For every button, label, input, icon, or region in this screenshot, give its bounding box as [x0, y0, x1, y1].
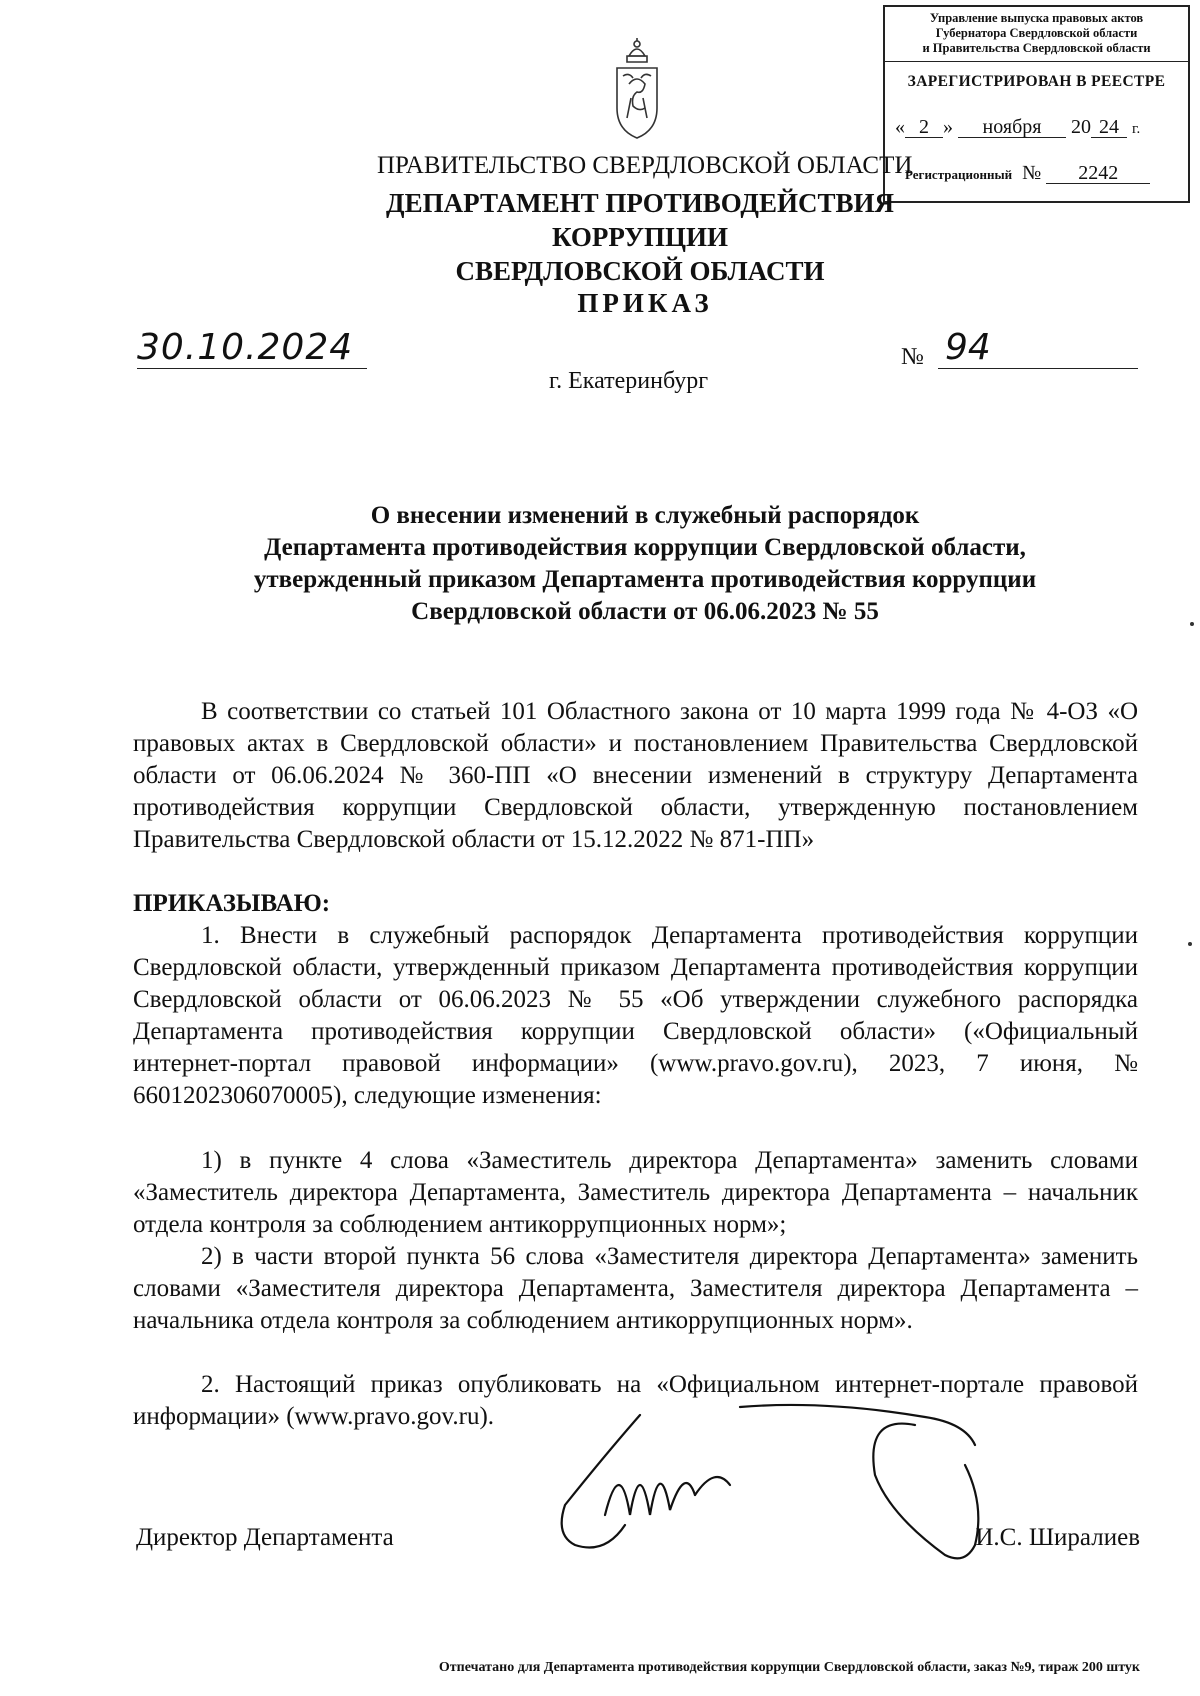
- government-name: ПРАВИТЕЛЬСТВО СВЕРДЛОВСКОЙ ОБЛАСТИ: [377, 152, 913, 179]
- item-1-paragraph: 1. Внести в служебный распорядок Департамента противодействия коррупции Свердловской области, утвержденный приказом Департамента противодействия коррупции Свердловской области от 06.06.2023 № 55 «Об утверждении служебного распорядка Департамента противодействия коррупции Свердловской области» («Официальный интернет-портал правовой информации» (www.pravo.gov.ru), 2023, 7 июня, № 6601202306070005), следующие изменения:: [133, 922, 1138, 1109]
- stamp-day: 2: [905, 117, 943, 138]
- stamp-header: [885, 11, 1188, 56]
- department-name: [300, 186, 980, 288]
- order-date: 30.10.2024: [137, 327, 354, 368]
- print-note: Отпечатано для Департамента противодействия коррупции Свердловской области, заказ №9, тираж 200 штук: [438, 1660, 1140, 1675]
- scan-speck: [1188, 942, 1192, 946]
- date-underline: [137, 368, 367, 369]
- stamp-year-prefix: 20: [1071, 116, 1091, 138]
- item-2-paragraph: 2. Настоящий приказ опубликовать на «Официальном интернет-портале правовой информации» (www.pravo.gov.ru).: [133, 1371, 1138, 1430]
- stamp-year-suffix: 24: [1091, 117, 1127, 138]
- subject-line: Свердловской области от 06.06.2023 № 55: [411, 598, 879, 625]
- handwritten-signature-icon: [545, 1395, 1065, 1605]
- stamp-num-sign: №: [1022, 162, 1042, 184]
- signatory-name: И.С. Ширалиев: [975, 1524, 1140, 1551]
- stamp-header-line: Управление выпуска правовых актов: [929, 11, 1144, 25]
- order-number-sign: №: [901, 344, 924, 370]
- subject-line: утвержденный приказом Департамента противодействия коррупции: [253, 566, 1037, 593]
- stamp-divider: [885, 61, 1188, 62]
- stamp-reg-number: [905, 162, 1150, 185]
- subject-line: О внесении изменений в служебный распорядок: [370, 502, 920, 529]
- order-directive: ПРИКАЗЫВАЮ:: [133, 890, 331, 917]
- stamp-reg-label: Регистрационный: [905, 167, 1013, 182]
- order-number: 94: [945, 327, 991, 368]
- coat-of-arms-icon: [607, 38, 667, 142]
- preamble-paragraph: В соответствии со статьей 101 Областного закона от 10 марта 1999 года № 4-ОЗ «О правовых актах в Свердловской области» и постановлением Правительства Свердловской области от 06.06.2024 № 360-ПП «О внесении изменений в структуру Департамента противодействия коррупции Свердловской области, утвержденную постановлением Правительства Свердловской области от 15.12.2022 № 871-ПП»: [133, 698, 1138, 853]
- department-line: ДЕПАРТАМЕНТ ПРОТИВОДЕЙСТВИЯ КОРРУПЦИИ: [386, 188, 894, 252]
- stamp-reg-value: 2242: [1046, 163, 1150, 184]
- order-subject: [150, 500, 1140, 628]
- signatory-position: Директор Департамента: [136, 1524, 394, 1551]
- stamp-header-line: Губернатора Свердловской области: [935, 26, 1138, 40]
- stamp-header-line: и Правительства Свердловской области: [922, 41, 1151, 55]
- number-underline: [938, 368, 1138, 369]
- stamp-date: « 2 » ноября 20 24 г.: [895, 116, 1141, 138]
- stamp-year-abbr: г.: [1132, 121, 1141, 137]
- item-1-2-paragraph: 2) в части второй пункта 56 слова «Заместителя директора Департамента» заменить словами «Заместителя директора Департамента, Заместителя директора Департамента – начальника отдела контроля за соблюдением антикоррупционных норм».: [133, 1243, 1138, 1334]
- city: г. Екатеринбург: [549, 368, 709, 394]
- scan-speck: [1190, 622, 1194, 626]
- stamp-month: ноября: [958, 117, 1066, 138]
- department-line: СВЕРДЛОВСКОЙ ОБЛАСТИ: [455, 256, 825, 286]
- subject-line: Департамента противодействия коррупции Свердловской области,: [264, 534, 1026, 561]
- item-1-1-paragraph: 1) в пункте 4 слова «Заместитель директора Департамента» заменить словами «Заместитель директора Департамента, Заместитель директора Департамента – начальник отдела контроля за соблюдением антикоррупционных норм»;: [133, 1147, 1138, 1238]
- doc-type-title: ПРИКАЗ: [577, 288, 713, 318]
- stamp-registered-label: ЗАРЕГИСТРИРОВАН В РЕЕСТРЕ: [907, 73, 1166, 90]
- registration-stamp: [883, 5, 1190, 203]
